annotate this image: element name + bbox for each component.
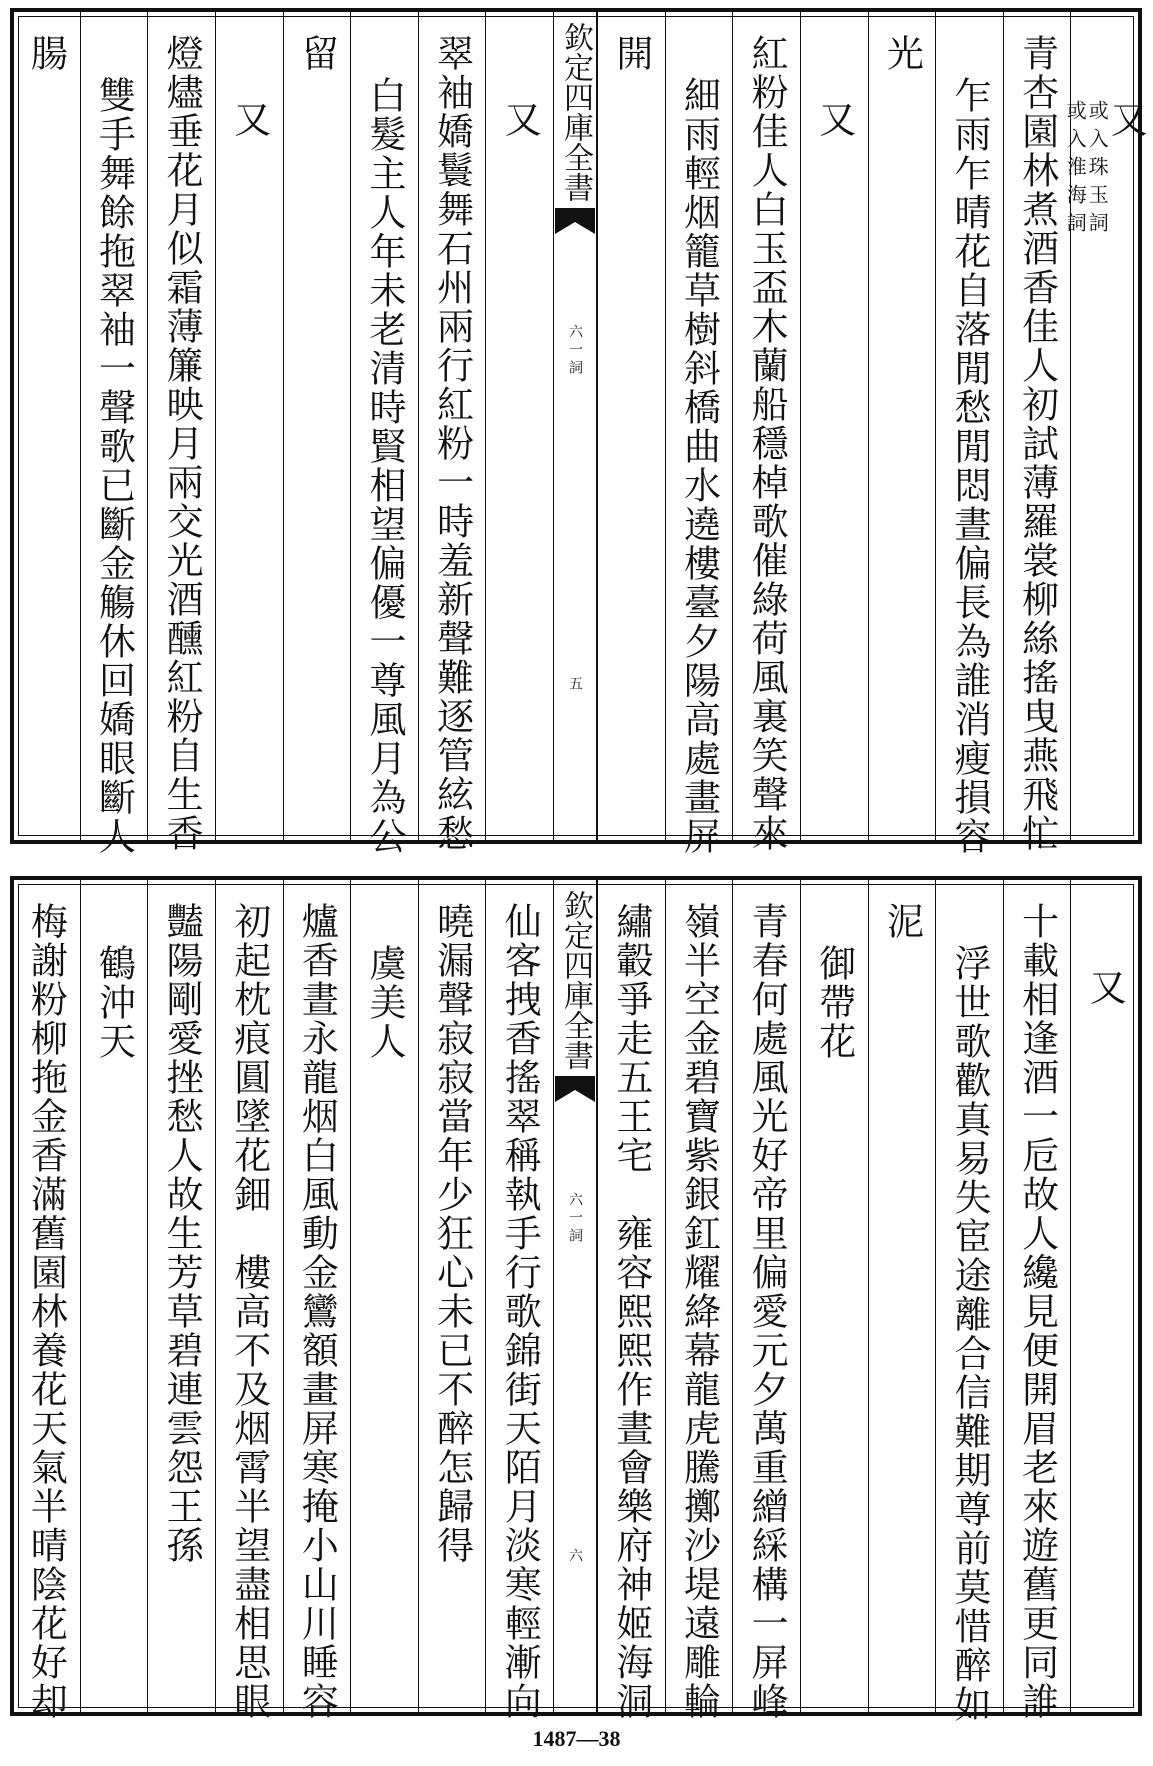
verse-text: 留 <box>295 34 339 73</box>
repeat-tune-mark: 又 <box>498 100 542 139</box>
text-column <box>800 12 868 840</box>
verse-text: 爐香晝永龍烟白風動金鸞額畫屏寒掩小山川睡容 <box>295 902 339 1721</box>
text-column <box>485 880 553 1721</box>
text-column <box>732 880 800 1721</box>
text-column <box>147 880 215 1712</box>
text-column <box>597 12 665 840</box>
text-column <box>283 12 351 840</box>
verse-text: 開 <box>609 34 653 73</box>
top-page <box>10 8 1148 856</box>
tune-title-column <box>350 880 418 1712</box>
repeat-tune-mark: 又 <box>1104 100 1148 139</box>
verse-text: 梅謝粉柳拖金香滿舊園林養花天氣半晴陰花好却 <box>24 902 68 1721</box>
text-column <box>12 880 80 1721</box>
text-column <box>868 880 936 1712</box>
verse-text: 豔陽剛愛挫愁人故生芳草碧連雲怨王孫 <box>160 902 204 1565</box>
text-column <box>868 12 936 840</box>
text-column <box>215 880 283 1721</box>
text-column <box>1003 880 1071 1721</box>
text-column <box>732 12 800 853</box>
verse-text: 初起枕痕圓墜花鈿 樓高不及烟霄半望盡相思眼 <box>227 902 271 1721</box>
text-column <box>147 12 215 853</box>
text-column <box>935 880 1003 1724</box>
tune-title: 虞美人 <box>362 944 406 1061</box>
book-title: 欽定四庫全書 <box>558 890 593 1070</box>
verse-text: 紅粉佳人白玉盃木蘭船穩棹歌催綠荷風裏笑聲來 <box>745 34 789 853</box>
verse-text: 細雨輕烟籠草樹斜橋曲水遶樓臺夕陽高處畫屏 <box>677 76 721 856</box>
leaf-number: 六 <box>567 1548 583 1562</box>
repeat-tune-mark: 又 <box>227 100 271 139</box>
tune-title-column <box>80 880 148 1712</box>
verse-text: 繡轂爭走五王宅 雍容熙熙作晝會樂府神姬海洞 <box>609 902 653 1721</box>
text-column <box>665 12 733 856</box>
text-column <box>215 12 283 840</box>
text-column <box>1070 880 1138 1712</box>
fish-tail-mark-icon <box>555 208 595 234</box>
verse-text: 乍雨乍晴花自落閒愁閒悶晝偏長為誰消瘦損容 <box>947 76 991 856</box>
text-column <box>485 12 553 840</box>
verse-text: 曉漏聲寂寂當年少狂心未已不醉怎歸得 <box>430 902 474 1565</box>
center-subtitle: 六一詞 <box>567 1192 583 1246</box>
repeat-tune-mark: 又 <box>1083 968 1127 1007</box>
tune-title: 鶴沖天 <box>92 944 136 1061</box>
center-fold-column <box>553 12 597 840</box>
text-column <box>418 880 486 1712</box>
verse-text: 腸 <box>24 34 68 73</box>
text-column <box>12 12 80 840</box>
tune-title-column <box>800 880 868 1712</box>
verse-text: 仙客拽香搖翠稱執手行歌錦街天陌月淡寒輕漸向 <box>498 902 542 1721</box>
annotation-note: 或入珠玉詞 <box>1085 100 1110 240</box>
verse-text: 十載相逢酒一卮故人纔見便開眉老來遊舊更同誰 <box>1015 902 1059 1721</box>
text-column <box>283 880 351 1721</box>
bottom-page <box>10 876 1142 1724</box>
text-column <box>1063 12 1148 840</box>
verse-text: 光 <box>880 34 924 73</box>
text-column <box>1003 12 1071 853</box>
verse-text: 青春何處風光好帝里偏愛元夕萬重繒綵構一屏峰 <box>745 902 789 1721</box>
leaf-number: 五 <box>567 676 583 690</box>
verse-text: 青杏園林煮酒香佳人初試薄羅裳柳絲搖曳燕飛忙 <box>1015 34 1059 853</box>
text-column <box>418 12 486 853</box>
verse-text: 浮世歌歡真易失宦途離合信難期尊前莫惜醉如 <box>947 944 991 1724</box>
book-title: 欽定四庫全書 <box>558 22 593 202</box>
repeat-tune-mark: 又 <box>812 100 856 139</box>
page-number-footer: 1487—38 <box>532 1726 621 1751</box>
verse-text: 嶺半空金碧寶紫銀釭耀絳幕龍虎騰擲沙堤遠雕輪 <box>677 902 721 1721</box>
text-column <box>935 12 1003 856</box>
center-fold-column <box>553 880 597 1712</box>
text-column <box>665 880 733 1721</box>
text-column <box>597 880 665 1721</box>
verse-text: 泥 <box>880 902 924 941</box>
fish-tail-mark-icon <box>555 1076 595 1102</box>
verse-text: 白髮主人年未老清時賢相望偏優一尊風月為公 <box>362 76 406 856</box>
verse-text: 雙手舞餘拖翠袖一聲歌已斷金觴休回嬌眼斷人 <box>92 76 136 856</box>
verse-text: 燈燼垂花月似霜薄簾映月兩交光酒醺紅粉自生香 <box>160 34 204 853</box>
text-column <box>80 12 148 856</box>
verse-text: 翠袖嬌鬟舞石州兩行紅粉一時羞新聲難逐管絃愁 <box>430 34 474 853</box>
text-column <box>350 12 418 856</box>
tune-title: 御帶花 <box>812 944 856 1061</box>
center-subtitle: 六一詞 <box>567 324 583 378</box>
annotation-note: 或入淮海詞 <box>1063 100 1088 240</box>
